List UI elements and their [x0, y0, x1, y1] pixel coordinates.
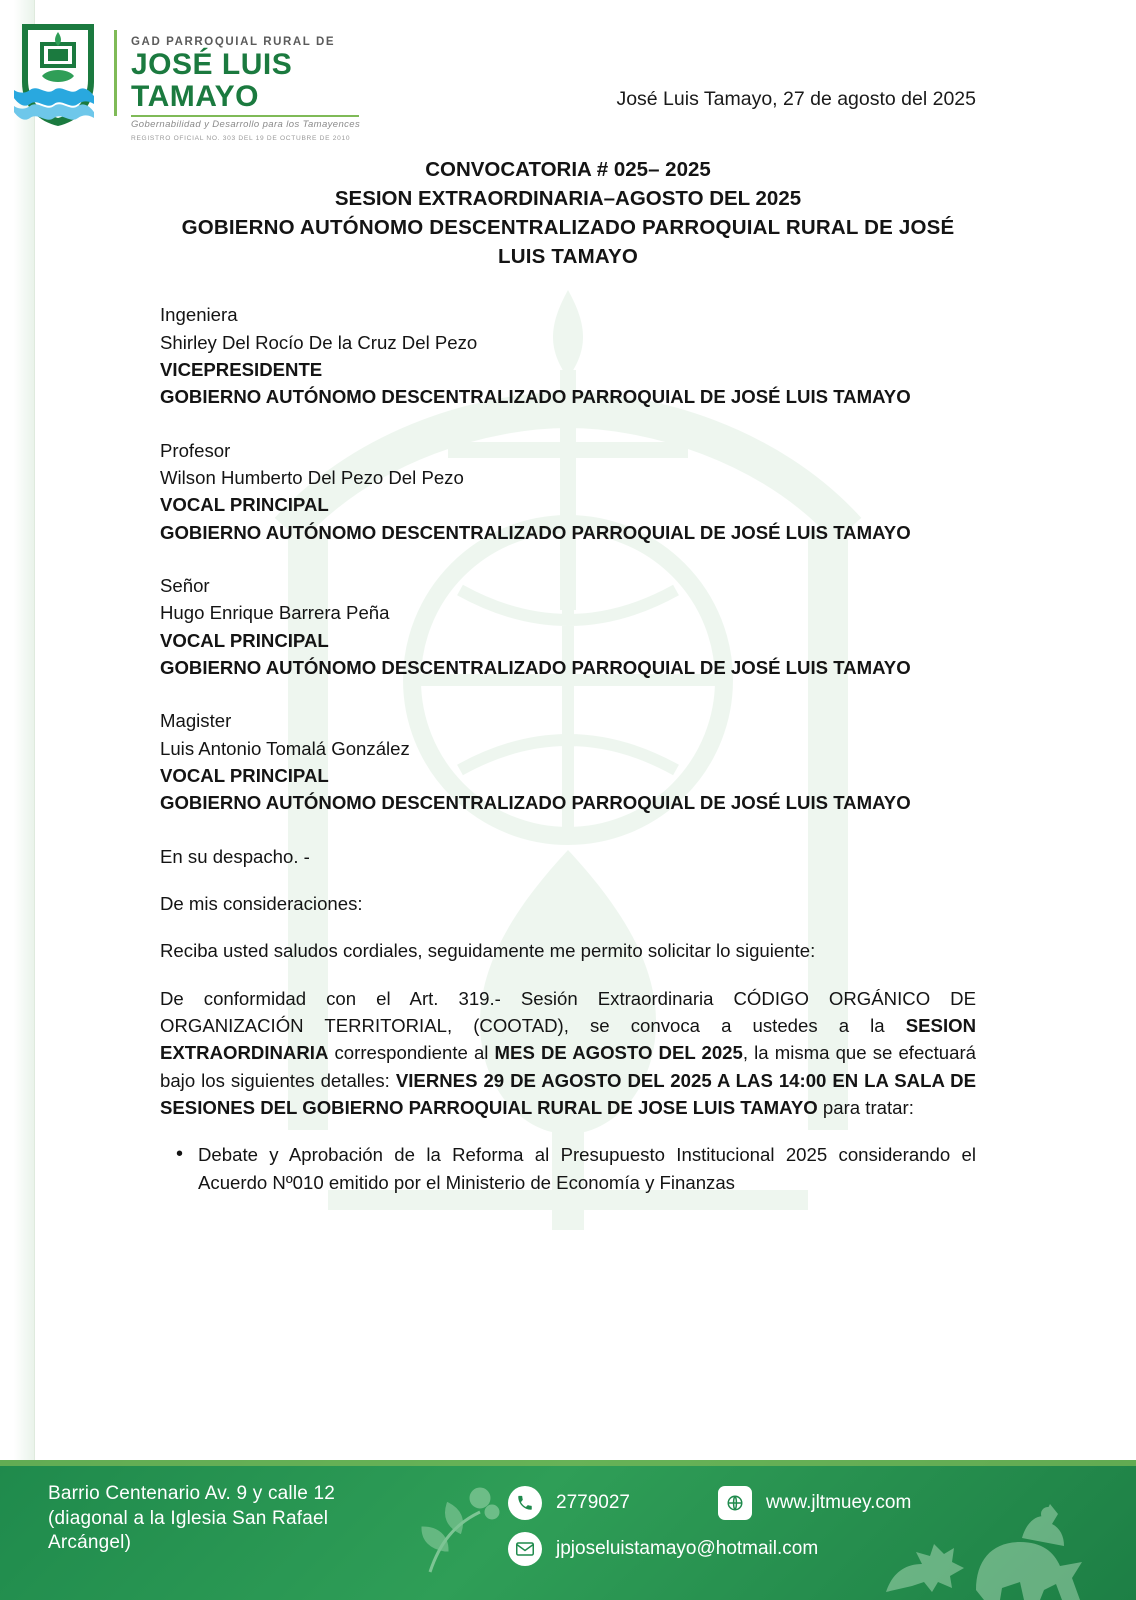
footer-content: [48, 1482, 1116, 1566]
footer-email[interactable]: jpjoseluistamayo@hotmail.com: [556, 1538, 819, 1559]
footer-top-band: [0, 1460, 1136, 1466]
institution-logo: [8, 18, 388, 148]
footer-contact-row: [508, 1486, 911, 1520]
recipient-title: Magister: [160, 710, 232, 732]
despacho-line: En su despacho. -: [160, 845, 310, 867]
document-body: [160, 155, 976, 1202]
footer-website[interactable]: www.jltmuey.com: [765, 1492, 912, 1513]
recipient-entity: GOBIERNO AUTÓNOMO DESCENTRALIZADO PARROQUIAL DE JOSÉ LUIS TAMAYO: [160, 521, 911, 543]
footer-contacts: [508, 1486, 911, 1566]
recipient-name: Shirley Del Rocío De la Cruz Del Pezo: [160, 331, 478, 353]
recipient-name: Luis Antonio Tomalá González: [160, 737, 410, 759]
recipient-entity: GOBIERNO AUTÓNOMO DESCENTRALIZADO PARROQUIAL DE JOSÉ LUIS TAMAYO: [160, 386, 911, 408]
address-line-3: Arcángel): [48, 1532, 132, 1554]
footer-address: [48, 1482, 418, 1556]
title-line-3: GOBIERNO AUTÓNOMO DESCENTRALIZADO PARROQUIAL RURAL DE JOSÉ LUIS TAMAYO: [181, 216, 955, 269]
document-footer: [0, 1460, 1136, 1600]
logo-registry: REGISTRO OFICIAL NO. 303 DEL 19 DE OCTUBRE DE 2010: [131, 135, 351, 142]
main-bold-3: VIERNES 29 DE AGOSTO DEL 2025 A LAS 14:00 EN LA SALA DE SESIONES DEL GOBIERNO PARROQUIAL RURAL DE JOSE LUIS TAMAYO: [160, 1069, 976, 1118]
recipient-name: Wilson Humberto Del Pezo Del Pezo: [160, 467, 464, 489]
recipient-block: [160, 707, 976, 816]
main-bold-2: MES DE AGOSTO DEL 2025: [494, 1042, 743, 1064]
recipient-role: VICEPRESIDENTE: [160, 359, 323, 381]
salutation-line: De mis consideraciones:: [160, 893, 363, 915]
main-text-4: para tratar:: [817, 1096, 914, 1118]
recipient-entity: GOBIERNO AUTÓNOMO DESCENTRALIZADO PARROQUIAL DE JOSÉ LUIS TAMAYO: [160, 657, 911, 679]
mail-icon: [508, 1532, 542, 1566]
main-bold-1: SESION EXTRAORDINARIA: [160, 1015, 976, 1064]
main-text-3: , la misma que se efectuará bajo los siguientes detalles:: [160, 1042, 976, 1091]
recipient-role: VOCAL PRINCIPAL: [160, 629, 329, 651]
logo-top-line: GAD PARROQUIAL RURAL DE: [131, 36, 336, 48]
recipient-block: [160, 437, 976, 546]
globe-icon: [718, 1486, 752, 1520]
page-left-edge: [0, 0, 35, 1600]
recipient-block: [160, 301, 976, 410]
main-paragraph: [160, 985, 976, 1122]
address-line-1: Barrio Centenario Av. 9 y calle 12: [48, 1483, 336, 1504]
intro-paragraph: Reciba usted saludos cordiales, seguidamente me permito solicitar lo siguiente:: [160, 940, 816, 962]
recipient-role: VOCAL PRINCIPAL: [160, 494, 329, 516]
recipient-entity: GOBIERNO AUTÓNOMO DESCENTRALIZADO PARROQUIAL DE JOSÉ LUIS TAMAYO: [160, 792, 911, 814]
footer-contact-row: [508, 1532, 911, 1566]
main-text-2: correspondiente al: [328, 1042, 495, 1064]
recipient-block: [160, 572, 976, 681]
page-right-edge: [1118, 0, 1136, 1600]
recipient-title: Profesor: [160, 439, 231, 461]
logo-rule: [131, 115, 359, 117]
logo-text: [131, 36, 388, 142]
footer-phone[interactable]: 2779027: [556, 1492, 630, 1513]
document-title: [160, 155, 976, 271]
address-line-2: (diagonal a la Iglesia San Rafael: [48, 1507, 329, 1529]
coat-of-arms-icon: [12, 18, 104, 130]
recipient-title: Ingeniera: [160, 304, 238, 326]
list-item: • Debate y Aprobación de la Reforma al Presupuesto Institucional 2025 considerando el Acuerdo Nº010 emitido por el Ministerio de Economía y Finanzas: [198, 1141, 976, 1196]
phone-icon: [508, 1486, 542, 1520]
recipient-name: Hugo Enrique Barrera Peña: [160, 602, 390, 624]
logo-slogan: Gobernabilidad y Desarrollo para los Tamayences: [131, 119, 361, 130]
document-date: José Luis Tamayo, 27 de agosto del 2025: [616, 88, 976, 110]
recipient-title: Señor: [160, 575, 210, 597]
main-text-1: De conformidad con el Art. 319.- Sesión Extraordinaria CÓDIGO ORGÁNICO DE ORGANIZACIÓN TERRITORIAL, (COOTAD), se convoca a ustedes a la: [160, 987, 976, 1036]
title-line-2: SESION EXTRAORDINARIA–AGOSTO DEL 2025: [334, 187, 802, 211]
document-header: [0, 0, 1136, 155]
title-line-1: CONVOCATORIA # 025– 2025: [425, 158, 711, 181]
logo-divider: [114, 30, 117, 116]
logo-main-name: JOSÉ LUIS TAMAYO: [131, 48, 293, 113]
agenda-list: [160, 1141, 976, 1196]
recipient-role: VOCAL PRINCIPAL: [160, 765, 329, 787]
